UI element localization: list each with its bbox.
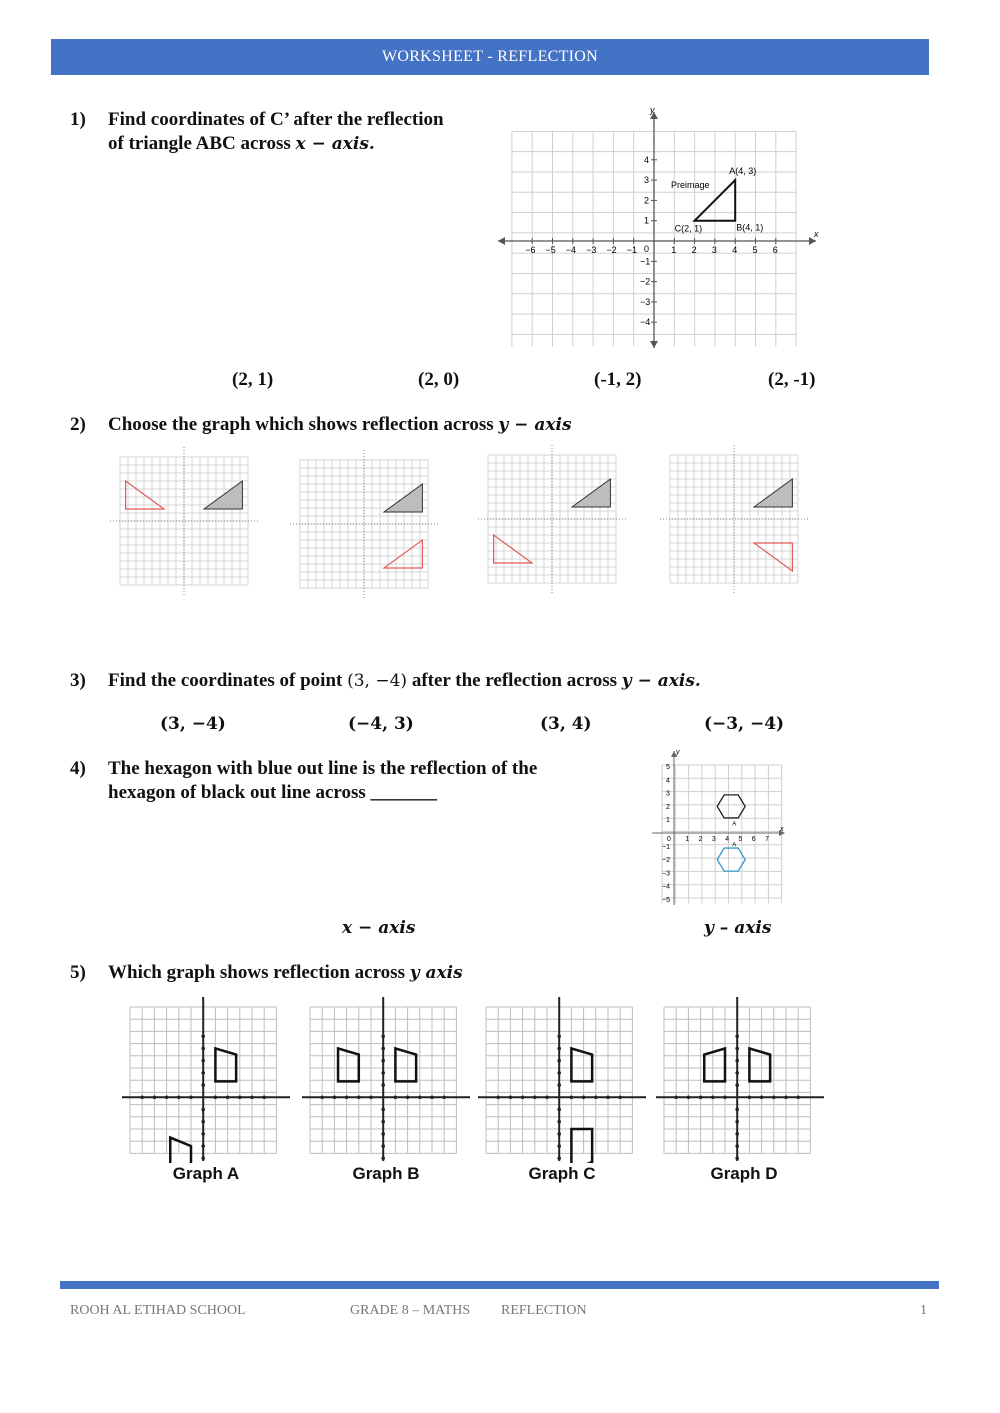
q5-A-x-tick — [238, 1095, 242, 1099]
reflected-quadrilateral — [338, 1048, 359, 1081]
question-1-math: x − axis. — [295, 134, 375, 154]
q5-B-x-tick — [430, 1095, 434, 1099]
q5-A-y-tick — [201, 1047, 205, 1051]
q5-C-y-tick — [557, 1120, 561, 1124]
q5-A-x-tick — [140, 1095, 144, 1099]
reflected-quadrilateral — [704, 1048, 725, 1081]
question-3-number: 3) — [70, 670, 86, 691]
q4-x-tick-label: 4 — [725, 836, 730, 843]
q1-y-tick-label: −2 — [640, 276, 651, 287]
q1-x-tick-label: −5 — [545, 245, 556, 255]
q5-C-y-tick — [557, 1156, 561, 1160]
question-1-line2-text: of triangle ABC across — [108, 133, 291, 154]
question-1-option-2[interactable]: (2, 0) — [418, 369, 460, 390]
worksheet-title: WORKSHEET - REFLECTION — [381, 48, 599, 65]
original-quadrilateral — [571, 1048, 592, 1081]
question-3-option-2[interactable]: (−4, 3) — [348, 714, 414, 734]
question-2-text-line — [108, 413, 572, 437]
q5-B-x-tick — [394, 1095, 398, 1099]
q5-B-y-tick — [381, 1156, 385, 1160]
question-3-text-pre: Find the coordinates of point — [108, 670, 343, 691]
q5-B-x-tick — [369, 1095, 373, 1099]
q5-D-y-tick — [735, 1047, 739, 1051]
q1-x-tick-label: −2 — [606, 245, 617, 255]
q4-y-tick-label: −1 — [662, 843, 670, 851]
q1-x-tick-label: 4 — [732, 245, 738, 255]
q1-y-tick-label: −1 — [640, 256, 651, 267]
q4-x-tick-label: 7 — [765, 836, 770, 843]
q4-y-tick-label: 2 — [666, 803, 670, 811]
question-3-math: y − axis. — [621, 671, 701, 691]
q5-A-y-tick — [201, 1083, 205, 1087]
q5-C-y-tick — [557, 1071, 561, 1075]
q5-A-x-tick — [165, 1095, 169, 1099]
graph-a-caption: Graph A — [172, 1164, 240, 1183]
q4-x-label: x — [780, 826, 784, 833]
q5-D-y-tick — [735, 1059, 739, 1063]
q5-C-x-tick — [618, 1095, 622, 1099]
q5-D-x-tick — [760, 1095, 764, 1099]
q1-y-tick-label: −4 — [640, 317, 651, 328]
q5-C-x-tick — [509, 1095, 513, 1099]
q1-x-tick-label: 5 — [752, 245, 758, 255]
question-2-graph-option-2[interactable] — [288, 448, 440, 600]
q4-x-tick-label: 3 — [711, 836, 716, 843]
footer-page-number: 1 — [920, 1303, 927, 1318]
q4-y-tick-label: 5 — [666, 764, 670, 771]
footer-school: ROOH AL ETIHAD SCHOOL — [70, 1303, 246, 1318]
q5-A-y-tick — [201, 1144, 205, 1148]
q5-C-y-tick — [557, 1132, 561, 1136]
question-2-graph-option-3[interactable] — [476, 443, 628, 595]
q5-D-y-tick — [735, 1144, 739, 1148]
black-hexagon — [717, 795, 745, 818]
q5-B-y-tick — [381, 1120, 385, 1124]
q5-A-y-tick — [201, 1132, 205, 1136]
question-3 — [70, 669, 790, 695]
q5-B-x-tick — [333, 1095, 337, 1099]
question-1-line1: Find coordinates of C’ after the reflection — [108, 109, 444, 130]
q5-C-x-tick — [582, 1095, 586, 1099]
q5-B-y-tick — [381, 1144, 385, 1148]
q1-y-label: y — [650, 105, 655, 115]
q5-A-x-tick — [250, 1095, 254, 1099]
q5-C-x-tick — [533, 1095, 537, 1099]
q1-x-tick-label: 3 — [711, 245, 717, 255]
question-5-text-line — [108, 961, 463, 985]
q1-x-tick-label: −6 — [525, 245, 536, 255]
question-5-graph-d[interactable] — [654, 995, 826, 1163]
q4-y-tick-label: 3 — [666, 790, 670, 798]
q5-C-y-tick — [557, 1083, 561, 1087]
q5-D-x-tick — [711, 1095, 715, 1099]
q5-B-y-tick — [381, 1132, 385, 1136]
q5-B-x-tick — [357, 1095, 361, 1099]
q5-A-y-tick — [201, 1108, 205, 1112]
q5-C-x-tick — [521, 1095, 525, 1099]
q5-D-x-tick — [772, 1095, 776, 1099]
original-quadrilateral — [749, 1048, 770, 1081]
graph-c-caption: Graph C — [528, 1164, 596, 1183]
q4-y-tick-label: −5 — [662, 897, 670, 904]
q5-D-y-tick — [735, 1132, 739, 1136]
q1-x-arrow-left-icon — [498, 237, 505, 245]
q5-D-x-tick — [784, 1095, 788, 1099]
question-2-math: y − axis — [498, 415, 572, 435]
q5-C-x-tick — [545, 1095, 549, 1099]
question-1-number: 1) — [70, 109, 86, 130]
question-5-math: y axis — [409, 963, 463, 983]
q5-D-y-tick — [735, 1034, 739, 1038]
q4-y-tick-label: −4 — [662, 883, 670, 891]
question-5-graph-a[interactable] — [120, 995, 292, 1163]
q1-x-tick-label: −4 — [565, 245, 577, 255]
q4-y-label: y — [676, 749, 680, 756]
q1-y-tick-label: 4 — [644, 154, 650, 165]
q5-C-x-tick — [496, 1095, 500, 1099]
question-1-option-3[interactable]: (-1, 2) — [594, 369, 642, 390]
original-quadrilateral — [215, 1048, 236, 1081]
question-3-option-3[interactable]: (3, 4) — [540, 714, 592, 734]
q5-C-y-tick — [557, 1108, 561, 1112]
gray-triangle — [204, 481, 242, 509]
question-2-graph-option-4[interactable] — [658, 443, 810, 595]
blue-hexagon — [717, 848, 745, 871]
label-a: A(4, 3) — [729, 166, 757, 177]
q5-A-y-tick — [201, 1120, 205, 1124]
q5-D-x-tick — [687, 1095, 691, 1099]
q5-D-y-tick — [735, 1083, 739, 1087]
question-3-point: (3, −4) — [347, 671, 408, 691]
q5-B-y-tick — [381, 1071, 385, 1075]
q5-B-x-tick — [418, 1095, 422, 1099]
q5-B-y-tick — [381, 1059, 385, 1063]
q4-y-tick-label: 4 — [666, 777, 670, 785]
question-1 — [70, 108, 490, 158]
question-5-graph-b[interactable] — [300, 995, 472, 1163]
q4-x-tick-label: 5 — [738, 836, 743, 843]
question-2-graph-option-1[interactable] — [108, 445, 260, 597]
q5-B-x-tick — [442, 1095, 446, 1099]
q5-D-y-tick — [735, 1108, 739, 1112]
question-1-option-4[interactable]: (2, -1) — [768, 369, 816, 390]
q4-x-tick-label: 1 — [685, 836, 690, 843]
q5-A-y-tick — [201, 1156, 205, 1160]
label-c: C(2, 1) — [674, 223, 703, 234]
question-5-graph-c[interactable] — [476, 995, 648, 1163]
q5-D-x-tick — [796, 1095, 800, 1099]
q5-A-x-tick — [189, 1095, 193, 1099]
question-4-line2: hexagon of black out line across _______ — [108, 782, 438, 803]
q5-C-x-tick — [570, 1095, 574, 1099]
q5-B-y-tick — [381, 1083, 385, 1087]
q5-D-y-tick — [735, 1156, 739, 1160]
q5-C-y-tick — [557, 1059, 561, 1063]
question-3-text-line — [108, 669, 701, 693]
q1-y-arrow-down-icon — [650, 341, 658, 348]
q5-B-y-tick — [381, 1047, 385, 1051]
graph-d-caption: Graph D — [710, 1164, 778, 1183]
q4-x-tick-label: 6 — [751, 836, 756, 843]
footer-grade: GRADE 8 – MATHS — [350, 1303, 471, 1318]
gray-triangle — [754, 479, 792, 507]
original-quadrilateral — [395, 1048, 416, 1081]
question-2-text: Choose the graph which shows reflection across — [108, 414, 494, 435]
preimage-label: Preimage — [671, 180, 710, 190]
q5-A-y-tick — [201, 1071, 205, 1075]
q5-C-y-tick — [557, 1144, 561, 1148]
reflected-quadrilateral — [571, 1129, 592, 1163]
question-5-text: Which graph shows reflection across — [108, 962, 405, 983]
label-b: B(4, 1) — [736, 222, 764, 233]
q5-D-x-tick — [699, 1095, 703, 1099]
q1-y-tick-label: 3 — [644, 175, 650, 186]
q1-y-tick-label: −3 — [640, 296, 651, 307]
q5-B-y-tick — [381, 1108, 385, 1112]
q5-D-x-tick — [748, 1095, 752, 1099]
q1-x-label: x — [814, 229, 819, 239]
q1-y-tick-label: 1 — [644, 215, 650, 226]
question-1-graph — [490, 100, 830, 360]
q1-x-tick-label: 2 — [691, 245, 697, 255]
question-5 — [70, 961, 670, 987]
gray-triangle — [384, 484, 422, 512]
q5-C-y-tick — [557, 1047, 561, 1051]
q1-x-tick-label: −1 — [626, 245, 637, 255]
question-4-option-2[interactable]: y – axis — [704, 918, 772, 938]
question-3-option-4[interactable]: (−3, −4) — [704, 714, 785, 734]
question-3-text-post: after the reflection across — [411, 670, 618, 691]
gray-triangle — [572, 479, 610, 507]
question-4-number: 4) — [70, 758, 86, 779]
q4-y-tick-label: −3 — [662, 870, 670, 878]
q5-B-x-tick — [406, 1095, 410, 1099]
q5-B-y-tick — [381, 1034, 385, 1038]
q5-C-x-tick — [606, 1095, 610, 1099]
question-1-line2 — [108, 132, 375, 156]
vertex-label: A — [732, 821, 737, 828]
q5-A-y-tick — [201, 1059, 205, 1063]
q5-D-y-tick — [735, 1071, 739, 1075]
q1-x-tick-label: 1 — [671, 245, 677, 255]
q5-A-x-tick — [214, 1095, 218, 1099]
q5-B-x-tick — [345, 1095, 349, 1099]
question-4-graph — [648, 745, 793, 910]
q5-A-y-tick — [201, 1034, 205, 1038]
q5-D-y-tick — [735, 1120, 739, 1124]
q5-A-x-tick — [262, 1095, 266, 1099]
q1-y-tick-label: 2 — [644, 195, 650, 206]
q5-C-y-tick — [557, 1034, 561, 1038]
q5-B-x-tick — [320, 1095, 324, 1099]
graph-b-caption: Graph B — [352, 1164, 420, 1183]
q5-C-x-tick — [594, 1095, 598, 1099]
q5-A-x-tick — [226, 1095, 230, 1099]
question-4-option-1[interactable]: x − axis — [342, 918, 416, 938]
q5-D-x-tick — [723, 1095, 727, 1099]
question-4-line1: The hexagon with blue out line is the reflection of the — [108, 758, 538, 779]
question-1-option-1[interactable]: (2, 1) — [232, 369, 274, 390]
footer-bar — [60, 1281, 939, 1289]
q5-A-x-tick — [153, 1095, 157, 1099]
q4-origin-label: 0 — [667, 836, 671, 843]
q4-y-tick-label: 1 — [666, 817, 670, 825]
question-2-number: 2) — [70, 414, 86, 435]
question-3-option-1[interactable]: (3, −4) — [160, 714, 226, 734]
footer-topic: REFLECTION — [501, 1303, 587, 1318]
q5-A-x-tick — [177, 1095, 181, 1099]
q1-x-tick-label: −3 — [586, 245, 597, 255]
question-5-number: 5) — [70, 962, 86, 983]
question-2 — [70, 413, 670, 439]
q5-D-x-tick — [674, 1095, 678, 1099]
q1-x-tick-label: 6 — [772, 245, 778, 255]
header-bar — [51, 39, 929, 75]
q4-y-tick-label: −2 — [662, 857, 670, 865]
q1-x-tick-label: 0 — [644, 244, 650, 254]
vertex-label: A — [732, 842, 737, 849]
question-4 — [70, 757, 630, 807]
q4-x-tick-label: 2 — [698, 836, 703, 843]
